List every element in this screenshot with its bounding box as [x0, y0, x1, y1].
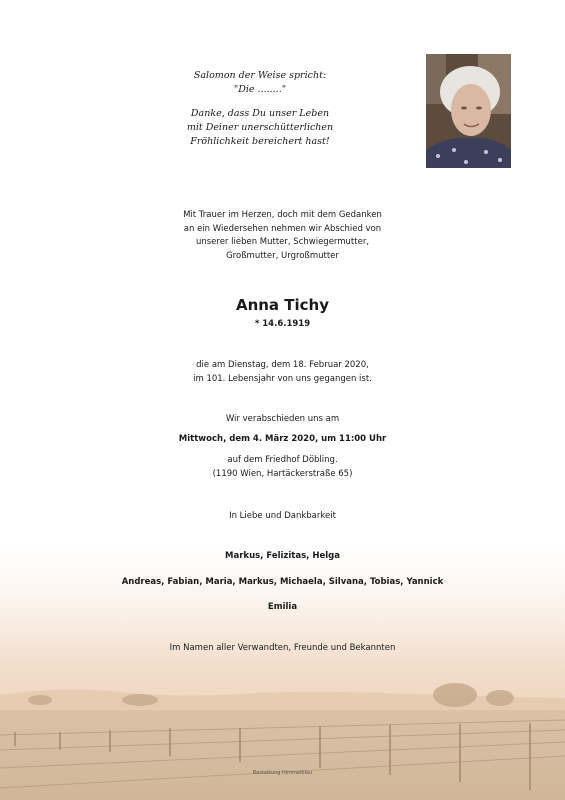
- closing-text: In Liebe und Dankbarkeit: [229, 511, 336, 521]
- family-children: Markus, Felizitas, Helga: [225, 551, 340, 561]
- quote-line: Danke, dass Du unser Leben: [190, 108, 330, 119]
- intro-line: Großmutter, Urgroßmutter: [226, 250, 339, 261]
- intro-line: an ein Wiedersehen nehmen wir Abschied von: [183, 223, 382, 234]
- farewell-location: [0, 454, 565, 481]
- quote-line: Fröhlichkeit bereichert hast!: [190, 136, 330, 147]
- quote-line: "Die ........": [233, 84, 287, 95]
- death-block: [0, 359, 565, 386]
- relatives-text: Im Namen aller Verwandten, Freunde und Bekannten: [169, 643, 396, 653]
- farewell-intro: Wir verabschieden uns am: [225, 414, 340, 424]
- farewell-address: (1190 Wien, Hartäckerstraße 65): [212, 468, 353, 479]
- quote-block: [160, 69, 360, 149]
- farewell-date: Mittwoch, dem 4. März 2020, um 11:00 Uhr: [178, 434, 387, 444]
- death-line: die am Dienstag, dem 18. Februar 2020,: [196, 360, 369, 370]
- quote-line: mit Deiner unerschütterlichen: [186, 122, 334, 133]
- funeral-home-credit: Bestattung Himmelblau: [252, 770, 313, 776]
- birth-date: * 14.6.1919: [254, 319, 311, 329]
- family-grandchildren: Andreas, Fabian, Maria, Markus, Michaela, Silvana, Tobias, Yannick: [121, 577, 444, 587]
- farewell-place: auf dem Friedhof Döbling.: [227, 455, 338, 465]
- intro-block: [0, 209, 565, 263]
- vineyard-background-image: [0, 560, 565, 800]
- deceased-name: Anna Tichy: [235, 296, 330, 314]
- death-line: im 101. Lebensjahr von uns gegangen ist.: [193, 373, 372, 384]
- quote-line: Salomon der Weise spricht:: [193, 70, 327, 81]
- portrait-photo: [426, 54, 511, 168]
- family-great-grandchildren: Emilia: [267, 602, 298, 612]
- intro-line: unserer lieben Mutter, Schwiegermutter,: [195, 237, 370, 247]
- intro-line: Mit Trauer im Herzen, doch mit dem Gedanken: [183, 210, 382, 220]
